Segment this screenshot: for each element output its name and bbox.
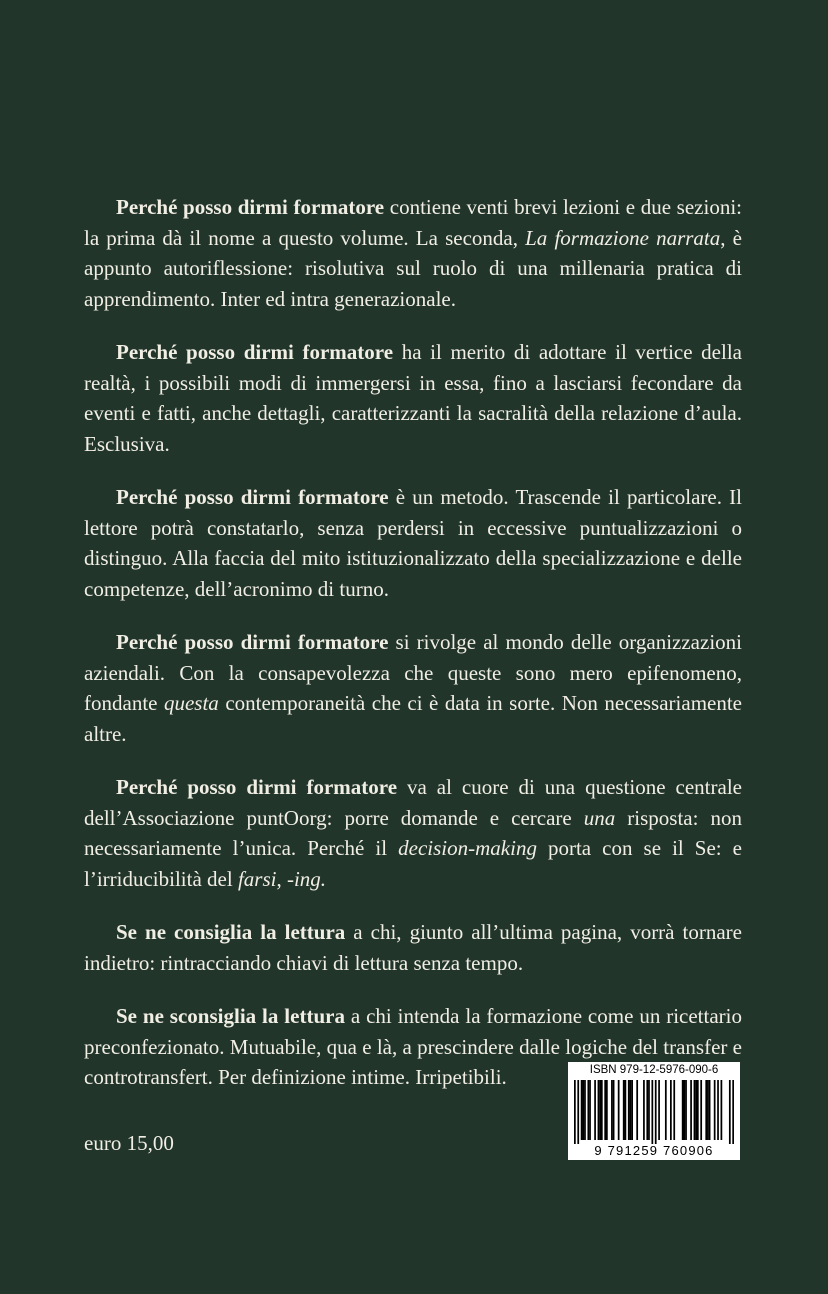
paragraph-5-body: va al cuore di una questione centrale dell’Associazione puntOorg: porre domande e cercare una risposta: non necessariamente l’unica. Perché il decision-making porta con se il Se: e l’irriducibilità del farsi, -ing. bbox=[84, 775, 742, 891]
barcode-bar bbox=[582, 1080, 584, 1140]
paragraph-7-title: Se ne sconsiglia la lettura bbox=[116, 1004, 345, 1028]
barcode-bar bbox=[646, 1080, 648, 1140]
barcode-bar bbox=[643, 1080, 645, 1140]
barcode-bar bbox=[631, 1080, 633, 1140]
paragraph-4-title: Perché posso dirmi formatore bbox=[116, 630, 389, 654]
paragraph-6-body: a chi, giunto all’ultima pagina, vorrà tornare indietro: rintracciando chiavi di lettura senza tempo. bbox=[84, 920, 742, 975]
barcode-bar bbox=[714, 1080, 716, 1140]
isbn-label: ISBN 979-12-5976-090-6 bbox=[589, 1064, 719, 1076]
barcode-bar bbox=[682, 1080, 684, 1140]
barcode-bar bbox=[694, 1080, 696, 1140]
paragraph-2 bbox=[84, 337, 742, 459]
barcode-bar bbox=[685, 1080, 687, 1140]
barcode-bar bbox=[683, 1080, 685, 1140]
paragraph-2-body: ha il merito di adottare il vertice della realtà, i possibili modi di immergersi in essa, fino a lasciarsi fecondare da eventi e fatti, anche dettagli, caratterizzanti la sacralità della relazione d’aula. Esclusiva. bbox=[84, 340, 742, 456]
paragraph-2-title: Perché posso dirmi formatore bbox=[116, 340, 394, 364]
barcode-bars bbox=[574, 1080, 734, 1144]
isbn-barcode bbox=[568, 1062, 740, 1160]
barcode-bar bbox=[601, 1080, 603, 1140]
barcode-bar bbox=[625, 1080, 627, 1140]
barcode-bar bbox=[695, 1080, 697, 1140]
barcode-bar bbox=[651, 1080, 653, 1144]
barcode-bar bbox=[604, 1080, 606, 1140]
barcode-bar bbox=[628, 1080, 630, 1140]
paragraph-4 bbox=[84, 627, 742, 749]
barcode-bar bbox=[705, 1080, 707, 1140]
barcode-bar bbox=[577, 1080, 579, 1144]
barcode-bar bbox=[655, 1080, 657, 1144]
barcode-bar bbox=[599, 1080, 601, 1140]
barcode-bar bbox=[636, 1080, 638, 1140]
paragraph-7-body: a chi intenda la formazione come un ricettario preconfezionato. Mutuabile, qua e là, a prescindere dalle logiche del transfer e controtransfert. Per definizione intime. Irripetibili. bbox=[84, 1004, 743, 1089]
barcode-bar bbox=[717, 1080, 719, 1140]
barcode-bar bbox=[690, 1080, 692, 1140]
barcode-bar bbox=[606, 1080, 608, 1140]
price-label: euro 15,00 bbox=[84, 1131, 174, 1155]
barcode-bar bbox=[623, 1080, 625, 1140]
paragraph-1-body: contiene venti brevi lezioni e due sezioni: la prima dà il nome a questo volume. La seconda, La formazione narrata, è appunto autoriflessione: risolutiva sul ruolo di una millenaria pratica di apprendimento. Inter ed intra generazionale. bbox=[84, 195, 743, 311]
barcode-bar bbox=[700, 1080, 702, 1140]
barcode-bar bbox=[611, 1080, 613, 1140]
barcode-bar bbox=[658, 1080, 660, 1140]
barcode-bar bbox=[587, 1080, 589, 1140]
paragraph-3-title: Perché posso dirmi formatore bbox=[116, 485, 389, 509]
barcode-bar bbox=[673, 1080, 675, 1140]
barcode-bar bbox=[581, 1080, 583, 1140]
barcode-bar bbox=[589, 1080, 591, 1140]
barcode-bar bbox=[707, 1080, 709, 1140]
barcode-bar bbox=[729, 1080, 731, 1144]
paragraph-1-title: Perché posso dirmi formatore bbox=[116, 195, 385, 219]
barcode-bar bbox=[613, 1080, 615, 1140]
barcode-bar bbox=[665, 1080, 667, 1140]
barcode-bar bbox=[630, 1080, 632, 1140]
paragraph-1 bbox=[84, 192, 742, 314]
paragraph-3-body: è un metodo. Trascende il particolare. Il lettore potrà constatarlo, senza perdersi in eccessive puntualizzazioni o distinguo. Alla faccia del mito istituzionalizzato della specializzazione e delle competenze, dell’acronimo di turno. bbox=[84, 485, 742, 601]
paragraph-5 bbox=[84, 772, 742, 894]
paragraph-5-title: Perché posso dirmi formatore bbox=[116, 775, 398, 799]
barcode-bar bbox=[732, 1080, 734, 1144]
barcode-digits: 9 791259 760906 bbox=[594, 1143, 714, 1158]
paragraph-6-title: Se ne consiglia la lettura bbox=[116, 920, 346, 944]
barcode-bar bbox=[618, 1080, 620, 1140]
barcode-bar bbox=[697, 1080, 699, 1140]
paragraph-4-body: si rivolge al mondo delle organizzazioni aziendali. Con la consapevolezza che queste sono mero epifenomeno, fondante questa contemporaneità che ci è data in sorte. Non necessariamente altre. bbox=[84, 630, 742, 746]
paragraph-3 bbox=[84, 482, 742, 604]
barcode-bar bbox=[709, 1080, 711, 1140]
barcode-bar bbox=[594, 1080, 596, 1140]
barcode-bar bbox=[574, 1080, 576, 1144]
paragraph-6 bbox=[84, 917, 742, 978]
barcode-bar bbox=[648, 1080, 650, 1140]
barcode-bar bbox=[670, 1080, 672, 1140]
barcode-bar bbox=[584, 1080, 586, 1140]
barcode-bar bbox=[721, 1080, 723, 1140]
back-cover-text bbox=[84, 192, 742, 1116]
barcode-bar bbox=[598, 1080, 600, 1140]
